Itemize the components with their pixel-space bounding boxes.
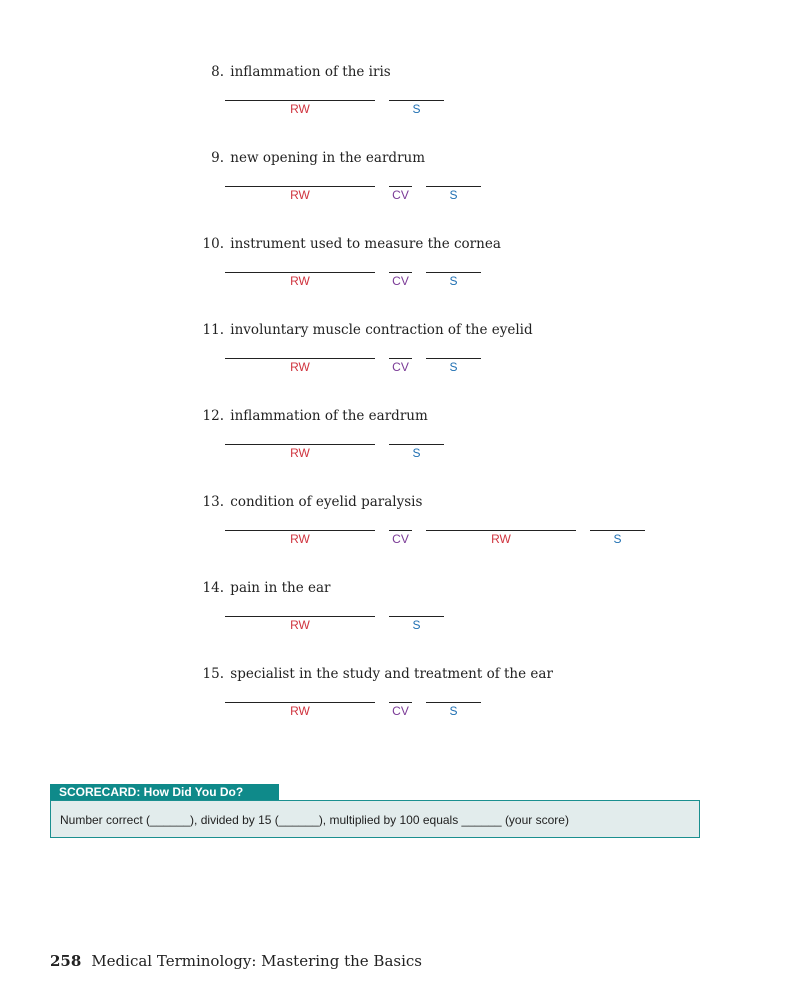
book-title: Medical Terminology: Mastering the Basics	[91, 952, 422, 970]
question-text: 15. specialist in the study and treatment of the ear	[202, 666, 553, 682]
answer-blank-rw[interactable]: RW	[225, 444, 375, 459]
page-number: 258	[50, 952, 82, 970]
answer-blank-rw[interactable]: RW	[225, 272, 375, 287]
answer-blank-cv[interactable]: CV	[389, 186, 412, 201]
answer-blank-s[interactable]: S	[389, 100, 444, 115]
question-text: 11. involuntary muscle contraction of the eyelid	[202, 322, 533, 338]
answer-blank-rw[interactable]: RW	[225, 358, 375, 373]
answer-blank-s[interactable]: S	[426, 358, 481, 373]
answer-blank-rw[interactable]: RW	[225, 702, 375, 717]
answer-blank-rw[interactable]: RW	[225, 186, 375, 201]
answer-blank-cv[interactable]: CV	[389, 702, 412, 717]
question-text: 13. condition of eyelid paralysis	[202, 494, 423, 510]
scorecard-title: SCORECARD: How Did You Do?	[50, 784, 279, 801]
scorecard-text: Number correct (______), divided by 15 (______), multiplied by 100 equals ______ (your score)	[60, 813, 569, 827]
answer-blank-s[interactable]: S	[426, 272, 481, 287]
answer-blank-rw[interactable]: RW	[225, 100, 375, 115]
answer-blank-cv[interactable]: CV	[389, 358, 412, 373]
question-text: 8. inflammation of the iris	[211, 64, 391, 80]
question-text: 12. inflammation of the eardrum	[202, 408, 428, 424]
answer-blank-s[interactable]: S	[389, 616, 444, 631]
question-text: 9. new opening in the eardrum	[211, 150, 426, 166]
answer-blank-s[interactable]: S	[590, 530, 645, 545]
question-text: 10. instrument used to measure the cornea	[202, 236, 501, 252]
answer-blank-cv[interactable]: CV	[389, 272, 412, 287]
answer-blank-rw[interactable]: RW	[225, 530, 375, 545]
answer-blank-cv[interactable]: CV	[389, 530, 412, 545]
answer-blank-s[interactable]: S	[426, 186, 481, 201]
scorecard-box	[50, 800, 700, 838]
question-text: 14. pain in the ear	[202, 580, 331, 596]
answer-blank-s[interactable]: S	[389, 444, 444, 459]
page-footer	[50, 952, 422, 970]
answer-blank-rw[interactable]: RW	[225, 616, 375, 631]
answer-blank-rw[interactable]: RW	[426, 530, 576, 545]
answer-blank-s[interactable]: S	[426, 702, 481, 717]
